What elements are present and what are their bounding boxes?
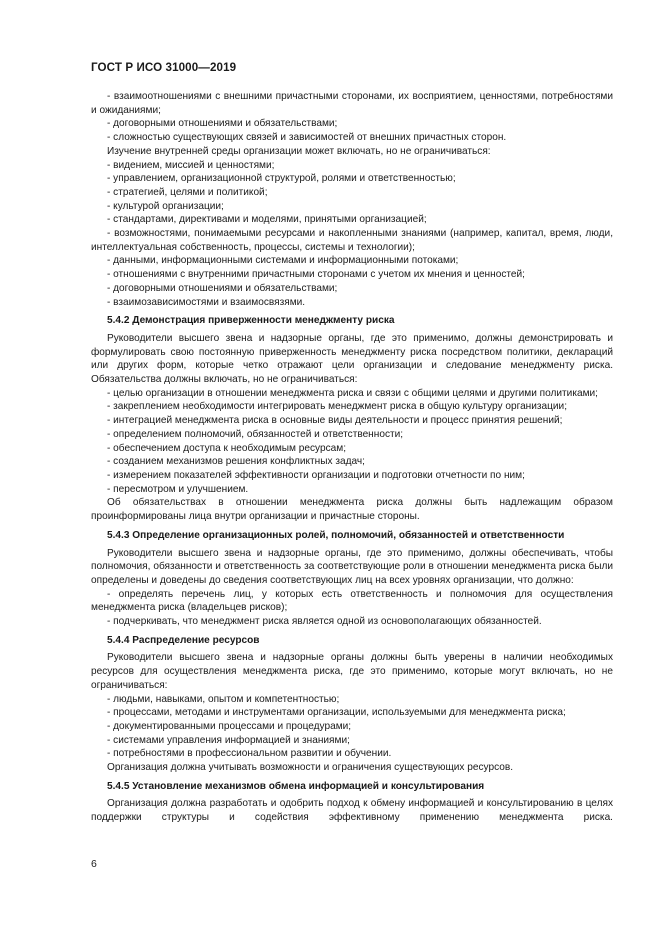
paragraph: - стандартами, директивами и моделями, принятыми организацией;	[107, 214, 427, 226]
paragraph: Изучение внутренней среды организации может включать, но не ограничиваться:	[107, 145, 491, 157]
paragraph: - определять перечень лиц, у которых есть ответственность и полномочия для осуществления менеджмента риска (владельцев рисков);	[91, 588, 613, 614]
section-heading: 5.4.2 Демонстрация приверженности менеджменту риска	[107, 315, 395, 327]
paragraph: - целью организации в отношении менеджмента риска и связи с общими целями и другими политиками;	[107, 387, 598, 399]
paragraph: - договорными отношениями и обязательствами;	[107, 282, 338, 294]
paragraph: - интеграцией менеджмента риска в основные виды деятельности и процесс принятия решений;	[107, 415, 563, 427]
paragraph: - стратегией, целями и политикой;	[107, 186, 268, 198]
document-header: ГОСТ Р ИСО 31000—2019	[91, 61, 237, 74]
paragraph: - потребностями в профессиональном развитии и обучении.	[107, 748, 392, 760]
paragraph: - взаимозависимостями и взаимосвязями.	[107, 296, 306, 308]
page-number: 6	[91, 858, 97, 870]
paragraph: - культурой организации;	[107, 200, 224, 212]
paragraph: - людьми, навыками, опытом и компетентностью;	[107, 693, 340, 705]
paragraph: - процессами, методами и инструментами организации, используемыми для менеджмента риска;	[107, 707, 566, 719]
paragraph: - документированными процессами и процедурами;	[107, 720, 352, 732]
paragraph: - управлением, организационной структурой, ролями и ответственностью;	[107, 173, 456, 185]
section-heading: 5.4.5 Установление механизмов обмена информацией и консультирования	[107, 780, 485, 792]
paragraph: - видением, миссией и ценностями;	[107, 159, 275, 171]
paragraph: - договорными отношениями и обязательствами;	[107, 118, 338, 130]
paragraph: - данными, информационными системами и информационными потоками;	[107, 255, 459, 267]
paragraph: Руководители высшего звена и надзорные органы должны быть уверены в наличии необходимых ресурсов для осуществления менеджмента риска, где это применимо, которые могут включать, но не ограничиваться:	[91, 652, 613, 691]
document-body	[91, 90, 613, 825]
paragraph: Организация должна учитывать возможности и ограничения существующих ресурсов.	[107, 762, 514, 774]
section-heading: 5.4.3 Определение организационных ролей, полномочий, обязанностей и ответственности	[107, 529, 565, 541]
paragraph: - измерением показателей эффективности организации и подготовки отчетности по ним;	[107, 469, 525, 481]
paragraph: Руководители высшего звена и надзорные органы, где это применимо, должны обеспечивать, чтобы полномочия, обязанности и ответственность за соответствующие роли в отношении менеджмента риска были определены и доведены до сведения соответствующих лиц на всех уровнях организации, что должно:	[91, 547, 613, 586]
paragraph: - отношениями с внутренними причастными сторонами с учетом их мнения и ценностей;	[107, 269, 525, 281]
paragraph: - взаимоотношениями с внешними причастными сторонами, их восприятием, ценностями, потребностями и ожиданиями;	[91, 91, 613, 116]
section-heading: 5.4.4 Распределение ресурсов	[107, 634, 260, 646]
paragraph: - сложностью существующих связей и зависимостей от внешних причастных сторон.	[107, 132, 507, 144]
paragraph: Руководители высшего звена и надзорные органы, где это применимо, должны демонстрировать и формулировать свою постоянную приверженность менеджменту риска посредством политики, деклараций или других форм, которые четко отражают цели организации и следование менеджменту риска. Обязательства должны включать, но не ограничиваться:	[91, 332, 613, 386]
paragraph: - закреплением необходимости интегрировать менеджмент риска в общую культуру организации;	[107, 401, 568, 413]
paragraph: Об обязательствах в отношении менеджмента риска должны быть надлежащим образом проинформированы лица внутри организации и причастные стороны.	[91, 497, 613, 523]
paragraph: - пересмотром и улучшением.	[107, 483, 249, 495]
paragraph: - обеспечением доступа к необходимым ресурсам;	[107, 442, 346, 454]
paragraph: - определением полномочий, обязанностей и ответственности;	[107, 428, 404, 440]
paragraph: Организация должна разработать и одобрить подход к обмену информацией и консультированию в целях поддержки структуры и содействия эффективному применению менеджмента риска.	[91, 798, 613, 824]
paragraph: - системами управления информацией и знаниями;	[107, 734, 350, 746]
paragraph: - возможностями, понимаемыми ресурсами и накопленными знаниями (например, капитал, время, люди, интеллектуальная собственность, процессы, системы и технологии);	[91, 228, 613, 253]
paragraph: - созданием механизмов решения конфликтных задач;	[107, 456, 365, 468]
paragraph: - подчеркивать, что менеджмент риска является одной из основополагающих обязанностей.	[107, 616, 542, 628]
